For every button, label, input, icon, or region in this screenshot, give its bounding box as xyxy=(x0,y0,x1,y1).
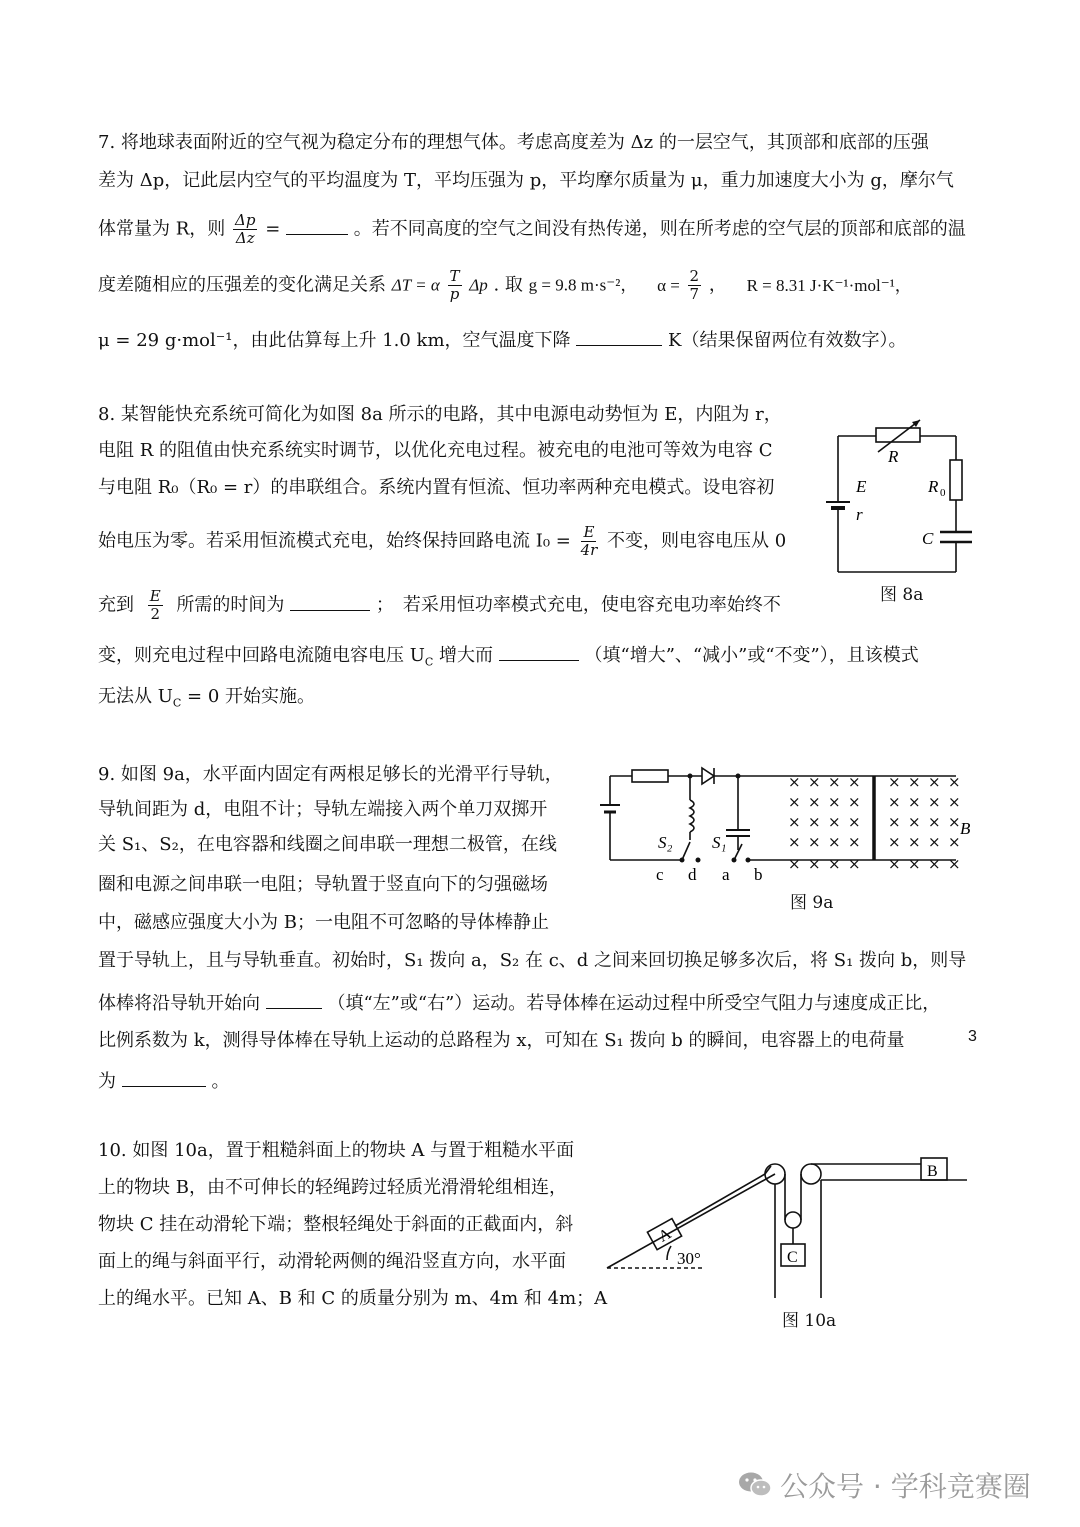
R-value: R = 8.31 J·K⁻¹·mol⁻¹， xyxy=(746,275,912,295)
field-cross: × xyxy=(948,833,961,851)
figure-10a-caption: 图 10a xyxy=(782,1311,837,1331)
field-cross: × xyxy=(848,833,861,851)
label-S2: S₂ xyxy=(658,833,673,852)
figure-9a-caption: 图 9a xyxy=(790,893,834,913)
watermark-text: 公众号 · 学科竞赛圈 xyxy=(780,1470,1031,1503)
answer-blank[interactable] xyxy=(286,216,348,235)
field-cross: × xyxy=(808,773,821,791)
label-angle: 30° xyxy=(677,1249,701,1268)
q7-take: . 取 xyxy=(493,274,523,296)
fraction-alpha xyxy=(688,268,702,303)
q8-line-6-text: 变，则充电过程中回路电流随电容电压 U xyxy=(98,645,425,666)
q7-line-5 xyxy=(98,327,906,354)
field-cross: × xyxy=(908,793,921,811)
fixed-pulley-right xyxy=(801,1164,821,1184)
field-cross: × xyxy=(848,773,861,791)
field-cross: × xyxy=(848,793,861,811)
diode xyxy=(702,768,714,784)
coil xyxy=(690,800,694,832)
field-cross: × xyxy=(828,855,841,873)
field-cross: × xyxy=(828,773,841,791)
figure-9a-circuit xyxy=(598,760,983,888)
watermark xyxy=(738,1465,1031,1505)
q8-line-5 xyxy=(98,588,781,623)
field-cross: × xyxy=(888,793,901,811)
field-cross: × xyxy=(808,793,821,811)
q9-line-2: 导轨间距为 d，电阻不计；导轨左端接入两个单刀双掷开 xyxy=(98,799,548,820)
q10-line-5: 上的绳水平。已知 A、B 和 C 的质量分别为 m、4m 和 4m；A xyxy=(98,1288,608,1309)
q7-line-4-text: 度差随相应的压强差的变化满足关系 xyxy=(98,274,386,296)
frac-den: 4r xyxy=(580,541,598,559)
resistor-R0 xyxy=(950,460,962,500)
q9-line-7-rest: （填“左”或“右”）运动。若导体棒在运动过程中所受空气阻力与速度成正比， xyxy=(327,993,941,1014)
field-cross: × xyxy=(908,773,921,791)
answer-blank[interactable] xyxy=(576,327,662,346)
figure-8a-circuit xyxy=(820,410,980,600)
label-b: b xyxy=(754,865,763,884)
frac-num: Δp xyxy=(235,211,256,229)
q8-line-2: 电阻 R 的阻值由快充系统实时调节，以优化充电过程。被充电的电池可等效为电容 C xyxy=(98,440,773,461)
label-C: C xyxy=(922,529,934,548)
field-cross: × xyxy=(788,833,801,851)
figure-8a-caption: 图 8a xyxy=(880,585,924,605)
resistor xyxy=(632,770,668,782)
field-cross: × xyxy=(808,855,821,873)
q9-line-5: 中，磁感应强度大小为 B；一电阻不可忽略的导体棒静止 xyxy=(98,912,549,933)
field-cross: × xyxy=(828,813,841,831)
q8-line-7-rest: = 0 开始实施。 xyxy=(181,686,316,707)
comma: ， xyxy=(708,274,727,296)
field-cross: × xyxy=(908,833,921,851)
field-cross: × xyxy=(908,813,921,831)
label-d: d xyxy=(688,865,697,884)
label-E: E xyxy=(856,477,867,496)
q7-line-3-rest: 。若不同高度的空气之间没有热传递，则在所考虑的空气层的顶部和底部的温 xyxy=(353,218,966,240)
field-cross: × xyxy=(928,773,941,791)
q8-line-4 xyxy=(98,524,786,559)
field-cross: × xyxy=(948,773,961,791)
q9-line-9-text: 为 xyxy=(98,1071,116,1092)
label-R0-sub: 0 xyxy=(940,487,946,499)
fraction-T-p xyxy=(448,268,462,303)
field-cross: × xyxy=(888,833,901,851)
q7-line-4 xyxy=(98,268,912,303)
field-cross: × xyxy=(788,773,801,791)
field-cross: × xyxy=(828,793,841,811)
variable-resistor-R xyxy=(876,428,920,442)
field-cross: × xyxy=(928,813,941,831)
q8-line-1: 8. 某智能快充系统可简化为如图 8a 所示的电路，其中电源电动势恒为 E，内阻为 r， xyxy=(98,404,782,425)
field-cross: × xyxy=(788,855,801,873)
field-cross: × xyxy=(928,793,941,811)
q9-line-9-rest: 。 xyxy=(211,1071,230,1092)
answer-blank[interactable] xyxy=(266,990,322,1009)
label-R0: R xyxy=(928,477,939,496)
field-cross: × xyxy=(788,793,801,811)
q8-line-4-text: 始电压为零。若采用恒流模式充电，始终保持回路电流 I₀ = xyxy=(98,530,571,552)
label-B: B xyxy=(927,1163,938,1180)
q9-line-6: 置于导轨上，且与导轨垂直。初始时，S₁ 拨向 a，S₂ 在 c、d 之间来回切换足够多次后，将 S₁ 拨向 b，则导 xyxy=(98,950,967,971)
q8-line-6 xyxy=(98,642,919,676)
subscript: C xyxy=(424,655,434,669)
field-cross: × xyxy=(848,855,861,873)
q9-line-7 xyxy=(98,990,940,1017)
q9-line-8: 比例系数为 k，测得导体棒在导轨上运动的总路程为 x，可知在 S₁ 拨向 b 的瞬间，电容器上的电荷量 xyxy=(98,1030,905,1051)
q9-line-9 xyxy=(98,1068,229,1095)
label-c: c xyxy=(656,865,664,884)
field-cross: × xyxy=(788,813,801,831)
equals-sign: = xyxy=(265,218,281,240)
label-r: r xyxy=(856,505,863,524)
q8-line-5-text: 充到 xyxy=(98,594,134,616)
figure-10a-pulleys xyxy=(605,1148,980,1298)
q7-line-5-rest: K（结果保留两位有效数字）。 xyxy=(668,330,907,351)
q8-line-6-c: （填“增大”、“减小”或“不变”），且该模式 xyxy=(584,645,919,666)
q9-line-4: 圈和电源之间串联一电阻；导轨置于竖直向下的匀强磁场 xyxy=(98,874,548,895)
field-cross: × xyxy=(888,813,901,831)
dT-rhs: Δp xyxy=(469,275,488,295)
field-cross: × xyxy=(948,813,961,831)
label-C: C xyxy=(787,1249,798,1266)
fraction-E-2 xyxy=(148,588,163,623)
field-cross: × xyxy=(928,833,941,851)
q10-line-4: 面上的绳与斜面平行，动滑轮两侧的绳沿竖直方向，水平面 xyxy=(98,1251,566,1272)
subscript: C xyxy=(172,696,182,710)
field-cross: × xyxy=(928,855,941,873)
field-cross: × xyxy=(888,855,901,873)
field-cross: × xyxy=(848,813,861,831)
label-S1: S₁ xyxy=(712,833,727,852)
frac-num: T xyxy=(449,267,460,285)
dT-lhs: ΔT = α xyxy=(391,275,440,295)
q7-line-2: 差为 Δp，记此层内空气的平均温度为 T，平均压强为 p，平均摩尔质量为 μ，重力加速度大小为 g，摩尔气 xyxy=(98,170,954,191)
alpha-lhs: α = xyxy=(657,275,680,295)
frac-den: 2 xyxy=(150,605,160,623)
answer-blank[interactable] xyxy=(290,592,370,611)
frac-num: E xyxy=(583,523,595,541)
page-number: 3 xyxy=(968,1028,977,1045)
frac-num: E xyxy=(149,587,161,605)
q8-line-5-c: ； 若采用恒功率模式充电，使电容充电功率始终不 xyxy=(375,594,781,616)
frac-den: 7 xyxy=(689,285,700,303)
label-A: A xyxy=(655,1225,675,1246)
label-B: B xyxy=(960,819,971,838)
q8-line-3: 与电阻 R₀（R₀ = r）的串联组合。系统内置有恒流、恒功率两种充电模式。设电容初 xyxy=(98,477,775,498)
answer-blank[interactable] xyxy=(122,1068,206,1087)
q7-line-1: 7. 将地球表面附近的空气视为稳定分布的理想气体。考虑高度差为 Δz 的一层空气，其顶部和底部的压强 xyxy=(98,132,929,153)
q10-line-1: 10. 如图 10a，置于粗糙斜面上的物块 A 与置于粗糙水平面 xyxy=(98,1140,575,1161)
q7-line-3-text: 体常量为 R，则 xyxy=(98,218,226,240)
label-a: a xyxy=(722,865,730,884)
q9-line-7-text: 体棒将沿导轨开始向 xyxy=(98,993,260,1014)
q7-line-5-text: μ = 29 g·mol⁻¹，由此估算每上升 1.0 km，空气温度下降 xyxy=(98,330,571,351)
fraction-dp-dz xyxy=(233,212,257,247)
q9-line-3: 关 S₁、S₂，在电容器和线圈之间串联一理想二极管，在线 xyxy=(98,834,557,855)
q7-line-3 xyxy=(98,212,966,247)
fraction-E-4r xyxy=(579,524,600,559)
q10-line-2: 上的物块 B，由不可伸长的轻绳跨过轻质光滑滑轮组相连， xyxy=(98,1177,567,1198)
movable-pulley xyxy=(785,1212,801,1228)
wechat-icon xyxy=(738,1471,772,1499)
q8-line-6-b: 增大而 xyxy=(439,645,494,666)
frac-den: Δz xyxy=(235,229,255,247)
field-cross: × xyxy=(808,813,821,831)
q8-line-7 xyxy=(98,684,315,717)
field-cross: × xyxy=(808,833,821,851)
field-cross: × xyxy=(888,773,901,791)
answer-blank[interactable] xyxy=(499,642,579,661)
field-cross: × xyxy=(828,833,841,851)
field-cross: × xyxy=(908,855,921,873)
frac-den: p xyxy=(449,285,460,303)
g-value: g = 9.8 m·s⁻²， xyxy=(528,275,638,295)
q9-line-1: 9. 如图 9a，水平面内固定有两根足够长的光滑平行导轨， xyxy=(98,764,563,785)
q8-line-5-b: 所需的时间为 xyxy=(176,594,285,616)
q8-line-7-text: 无法从 U xyxy=(98,686,173,707)
field-cross: × xyxy=(948,793,961,811)
label-R: R xyxy=(888,447,899,466)
q10-line-3: 物块 C 挂在动滑轮下端；整根轻绳处于斜面的正截面内，斜 xyxy=(98,1214,574,1235)
q8-line-4-rest: 不变，则电容电压从 0 xyxy=(607,530,787,552)
field-cross: × xyxy=(948,855,961,873)
frac-num: 2 xyxy=(689,267,700,285)
